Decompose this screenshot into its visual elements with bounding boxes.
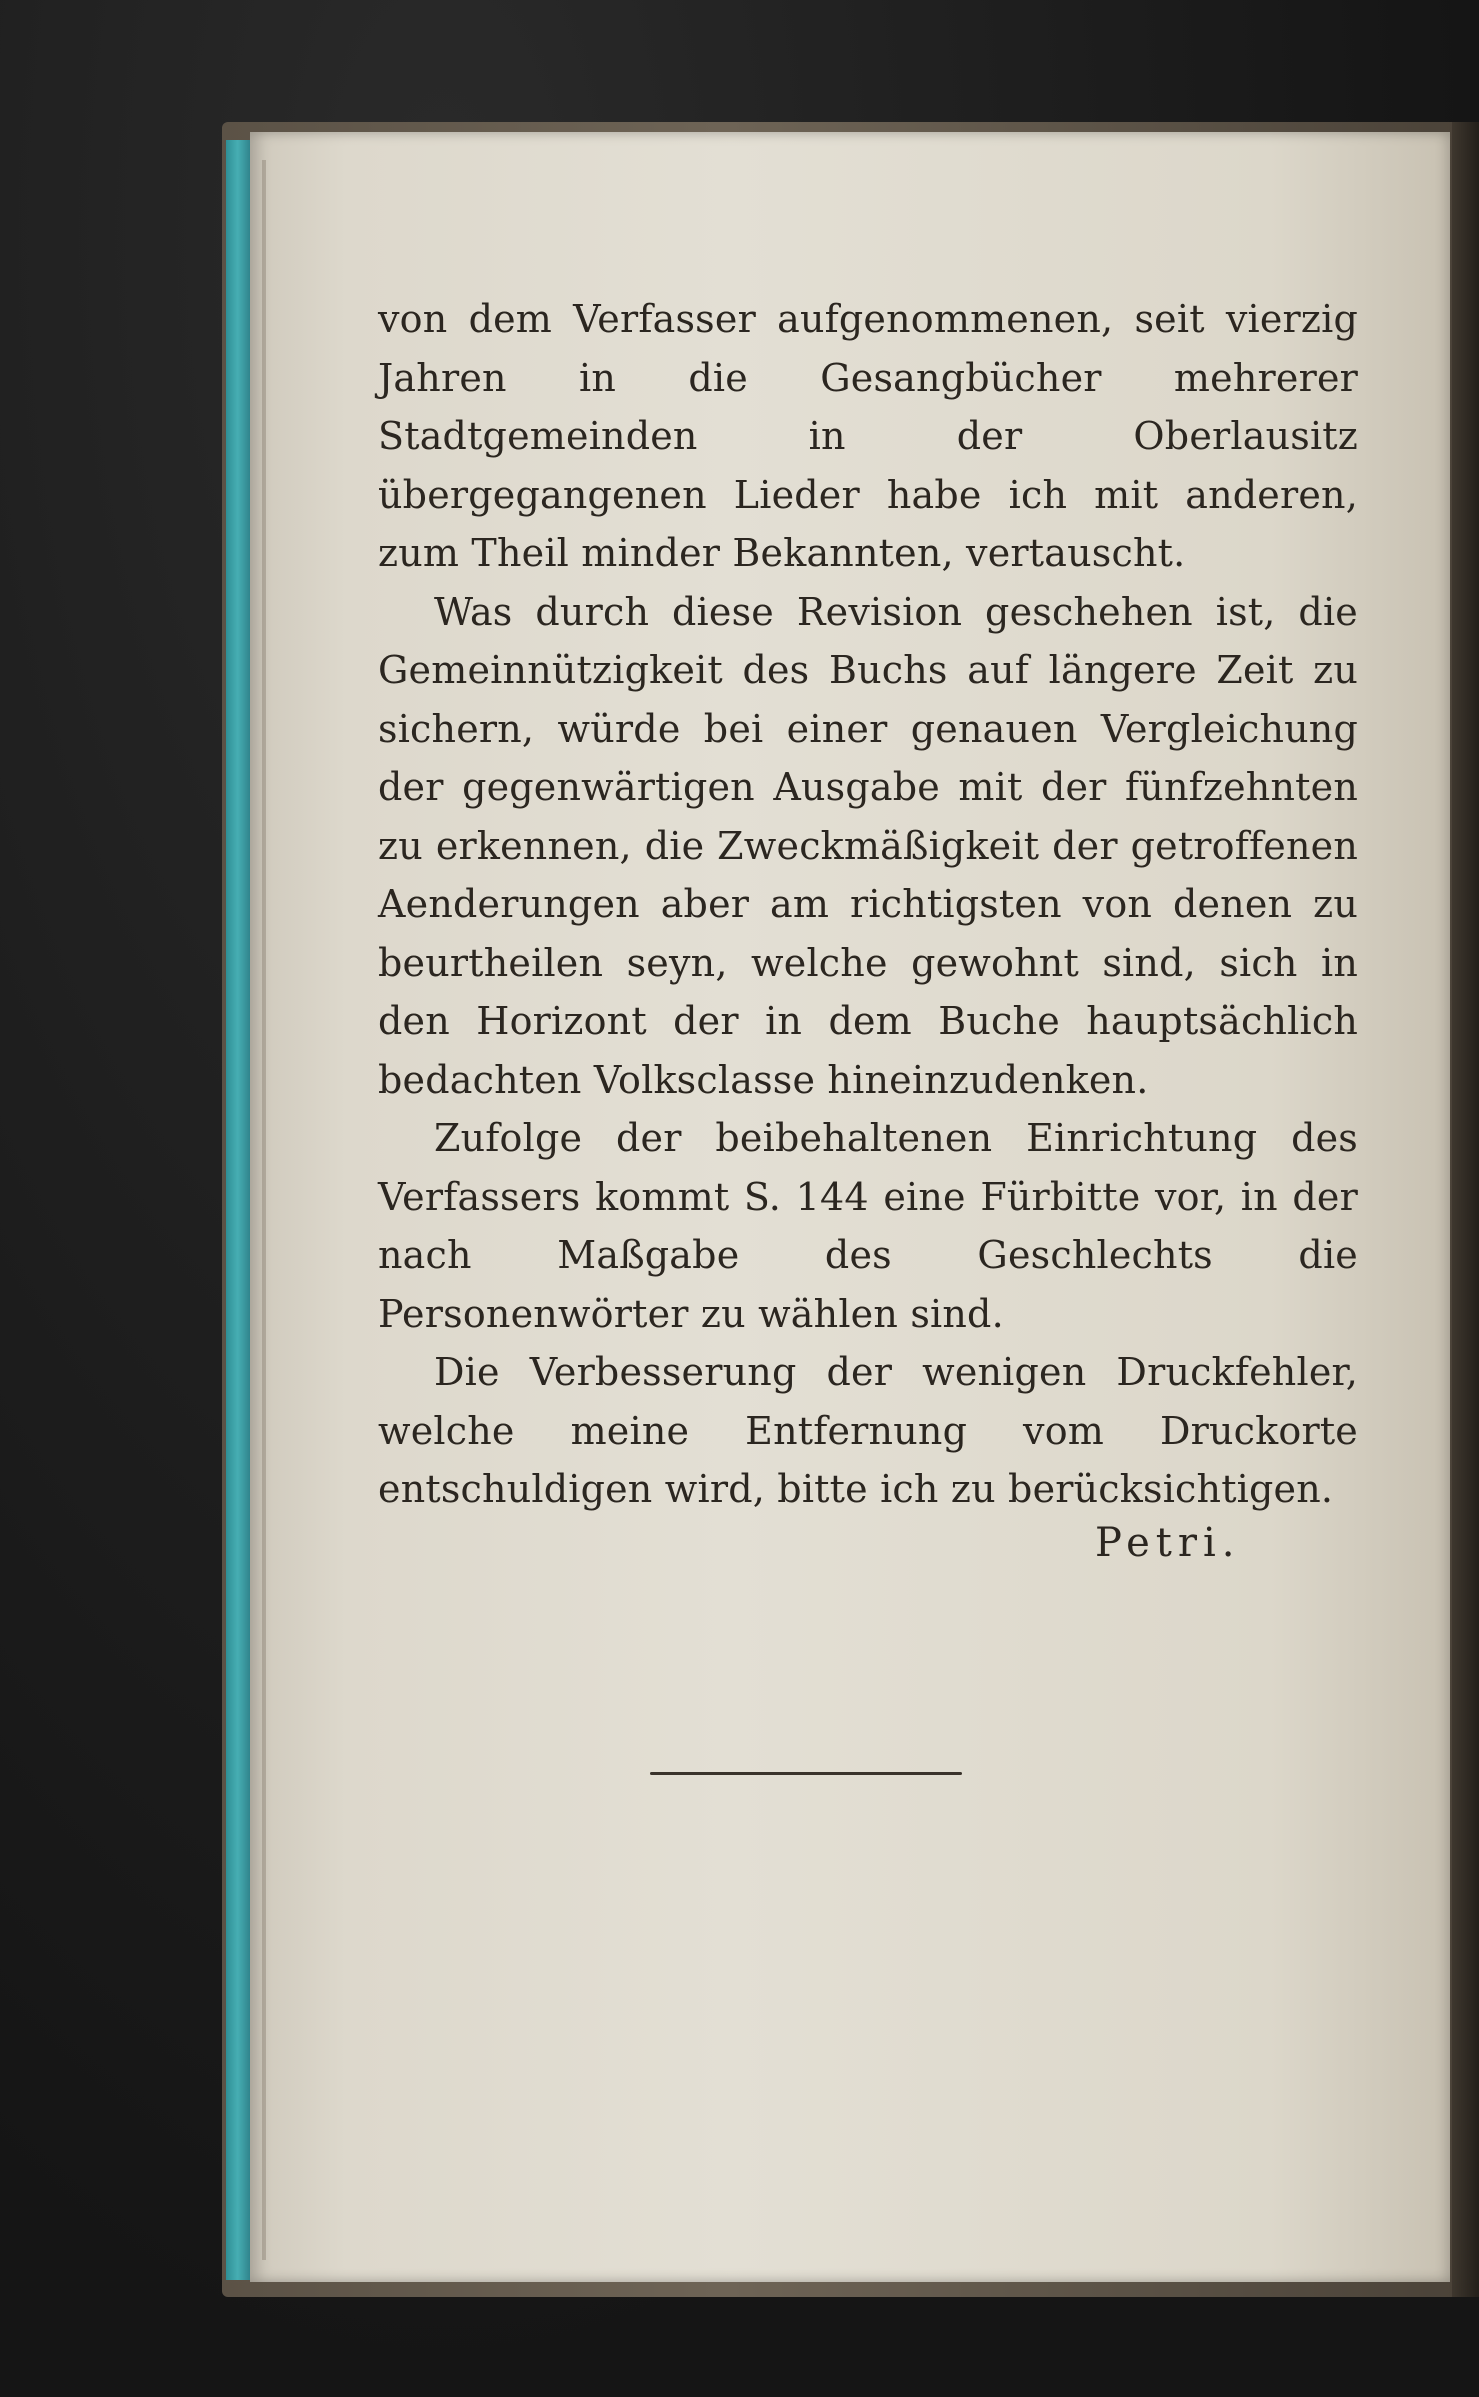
paragraph-errata: Die Verbesserung der wenigen Druckfehler, welche meine Entfernung vom Druckorte entschuldigen wird, bitte ich zu berücksichtigen. bbox=[378, 1350, 1358, 1511]
page-shadow-right bbox=[1452, 122, 1479, 2297]
page-gutter-line bbox=[262, 160, 266, 2260]
paragraph-revision: Was durch diese Revision geschehen ist, die Gemeinnützigkeit des Buchs auf längere Zeit zu sichern, würde bei einer genauen Vergleichung der gegenwärtigen Ausgabe mit der fünfzehnten zu erkennen, die Zweckmäßigkeit der getroffenen Aenderungen aber am richtigsten von denen zu beurtheilen seyn, welche gewohnt sind, sich in den Horizont der in dem Buche hauptsächlich bedachten Volksclasse hineinzudenken. bbox=[378, 589, 1358, 1102]
paragraph-continuation: von dem Verfasser aufgenommenen, seit vierzig Jahren in die Gesangbücher mehrerer Stadtgemeinden in der Oberlausitz übergegangenen Lieder habe ich mit anderen, zum Theil minder Bekannten, vertauscht. bbox=[378, 297, 1358, 575]
body-text bbox=[378, 290, 1358, 1519]
paragraph-intercession: Zufolge der beibehaltenen Einrichtung des Verfassers kommt S. 144 eine Fürbitte vor, in der nach Maßgabe des Geschlechts die Personenwörter zu wählen sind. bbox=[378, 1116, 1358, 1336]
teal-binding-edge bbox=[226, 140, 252, 2280]
closing-rule-divider bbox=[650, 1772, 962, 1775]
author-signature: Petri. bbox=[1095, 1520, 1241, 1566]
